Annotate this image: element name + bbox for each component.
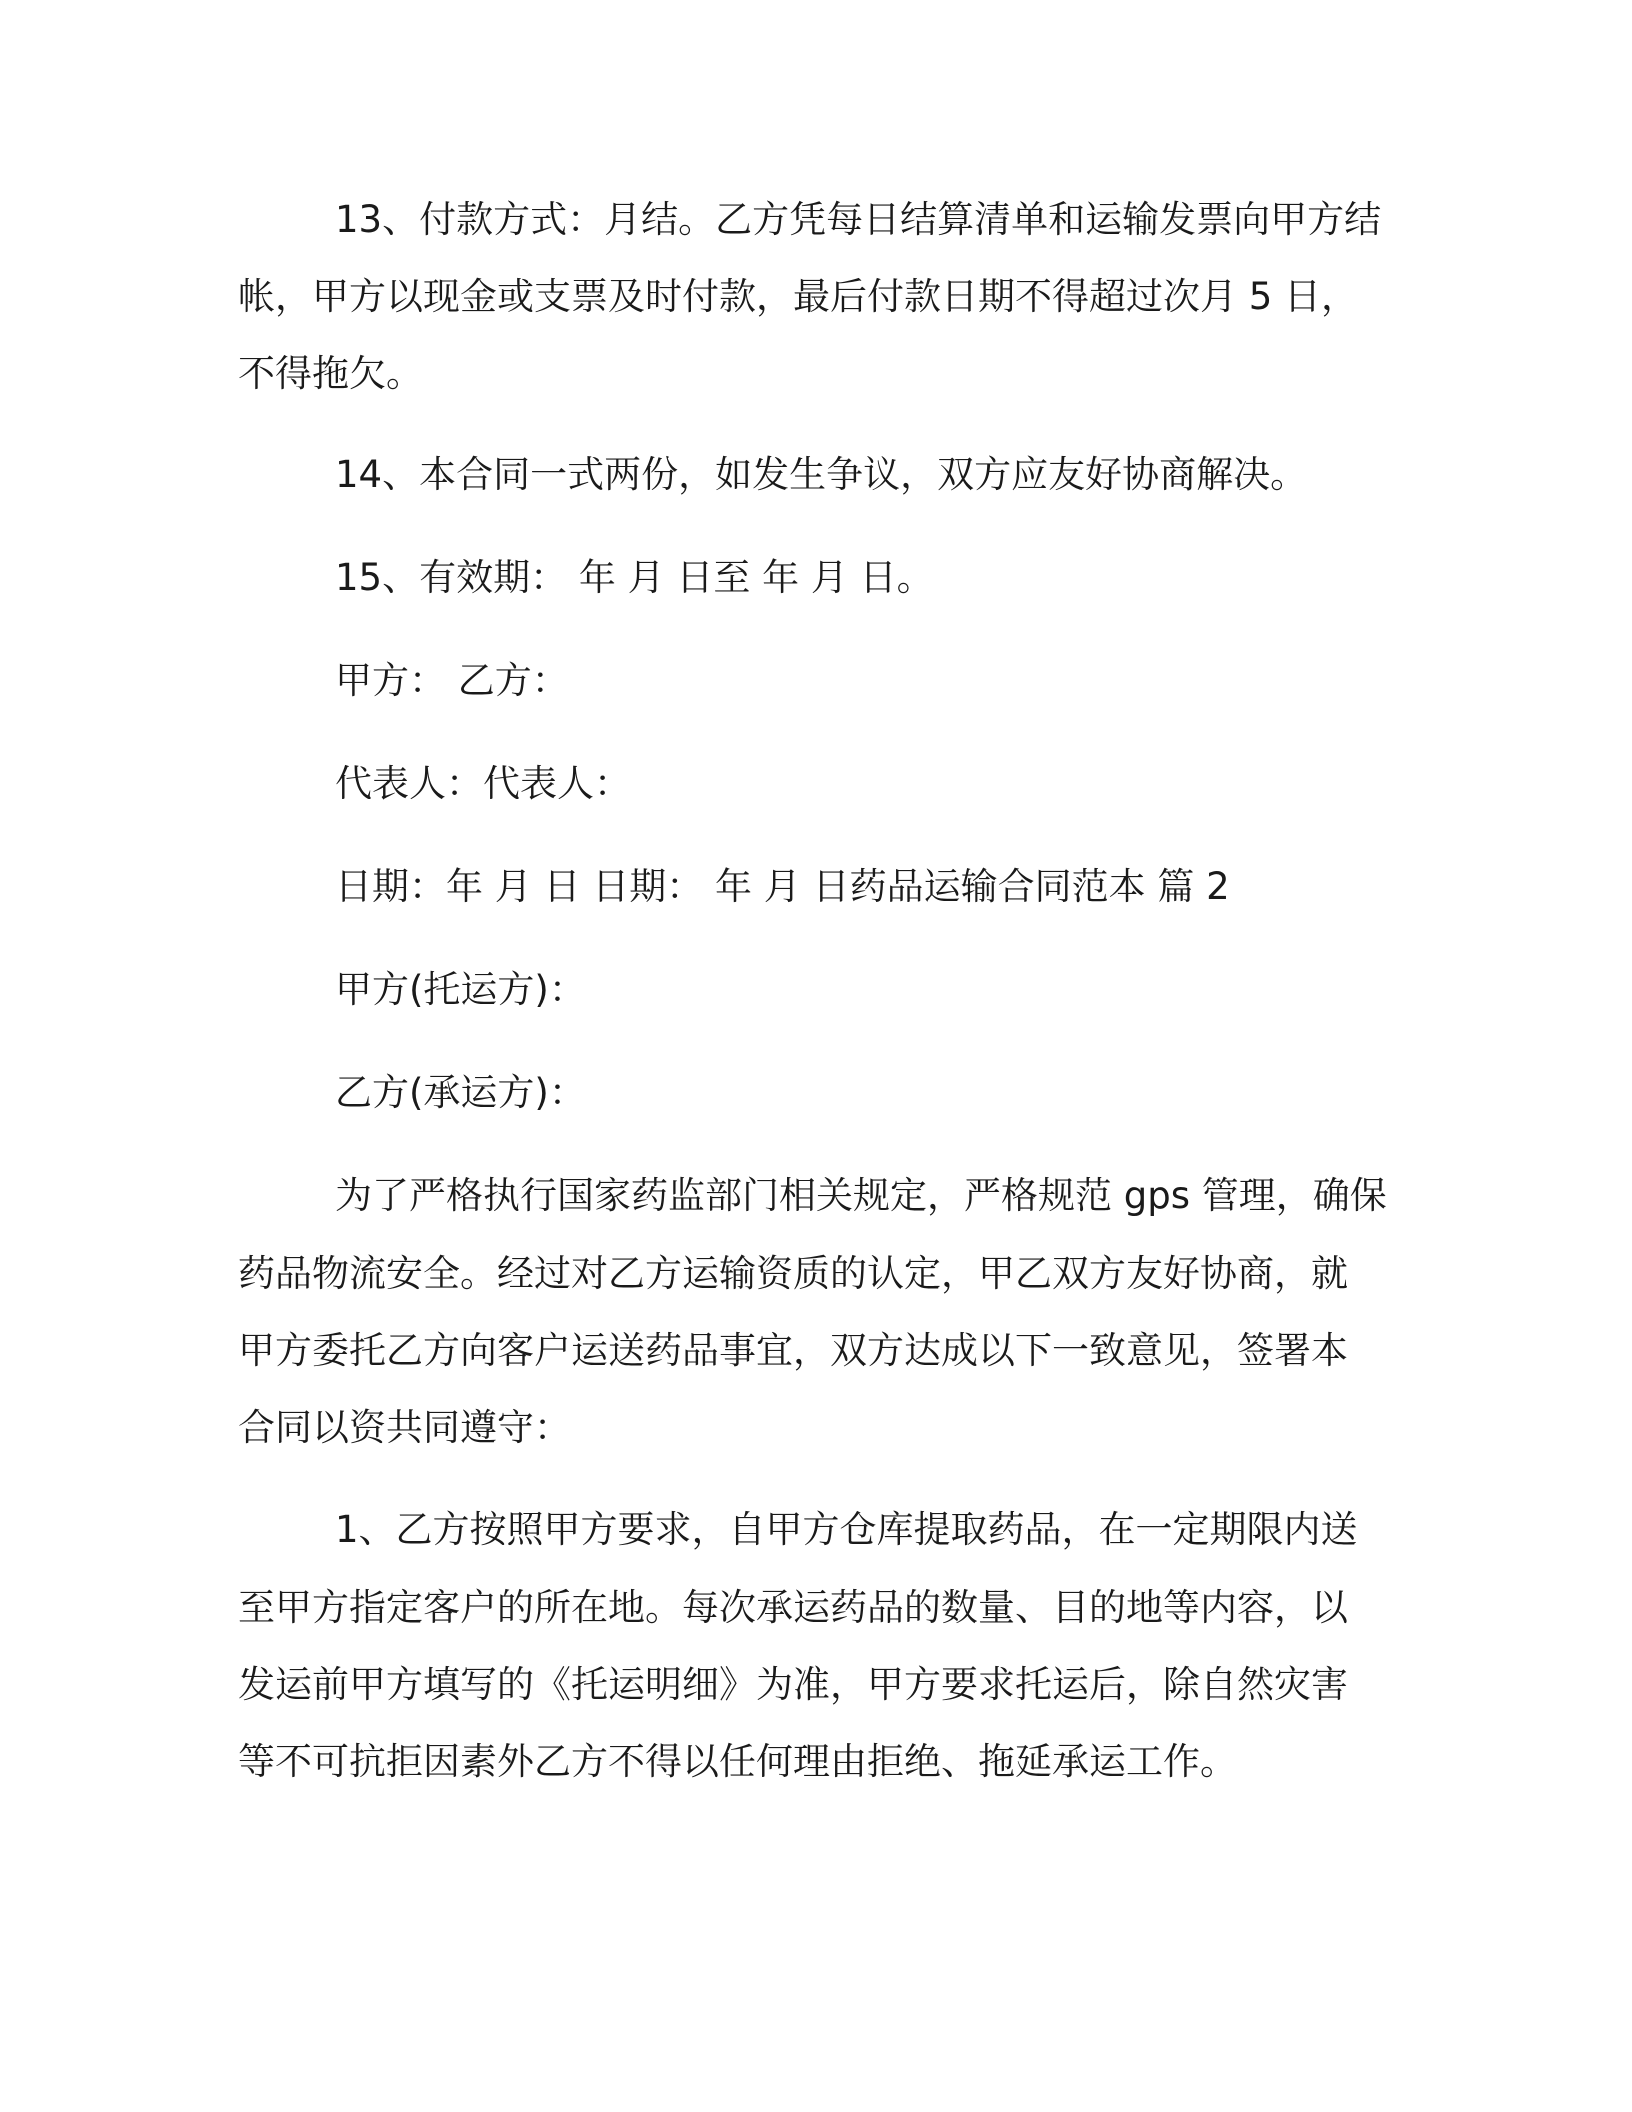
clause-14: 14、本合同一式两份，如发生争议，双方应友好协商解决。 — [335, 453, 1308, 496]
preamble-line-1: 为了严格执行国家药监部门相关规定，严格规范 gps 管理，确保 — [335, 1174, 1387, 1217]
clause-1-line-2: 至甲方指定客户的所在地。每次承运药品的数量、目的地等内容，以 — [238, 1586, 1348, 1629]
clause-15: 15、有效期： 年 月 日至 年 月 日。 — [335, 556, 934, 599]
clause-13-line-2: 帐，甲方以现金或支票及时付款，最后付款日期不得超过次月 5 日， — [238, 275, 1359, 318]
date-and-heading-line: 日期：年 月 日 日期： 年 月 日药品运输合同范本 篇 2 — [335, 865, 1230, 908]
preamble-line-4: 合同以资共同遵守： — [238, 1406, 571, 1449]
clause-13-line-1: 13、付款方式：月结。乙方凭每日结算清单和运输发票向甲方结 — [335, 198, 1382, 241]
clause-1-line-4: 等不可抗拒因素外乙方不得以任何理由拒绝、拖延承运工作。 — [238, 1740, 1237, 1783]
party-a-consignor: 甲方(托运方)： — [335, 968, 586, 1011]
party-signature-line: 甲方： 乙方： — [335, 659, 569, 702]
representative-line: 代表人：代表人： — [335, 762, 631, 805]
clause-1-line-1: 1、乙方按照甲方要求，自甲方仓库提取药品，在一定期限内送 — [335, 1508, 1358, 1551]
preamble-line-3: 甲方委托乙方向客户运送药品事宜，双方达成以下一致意见，签署本 — [238, 1329, 1348, 1372]
clause-1-line-3: 发运前甲方填写的《托运明细》为准，甲方要求托运后，除自然灾害 — [238, 1663, 1348, 1706]
clause-13-line-3: 不得拖欠。 — [238, 352, 423, 395]
preamble-line-2: 药品物流安全。经过对乙方运输资质的认定，甲乙双方友好协商，就 — [238, 1252, 1348, 1295]
party-b-carrier: 乙方(承运方)： — [335, 1071, 586, 1114]
